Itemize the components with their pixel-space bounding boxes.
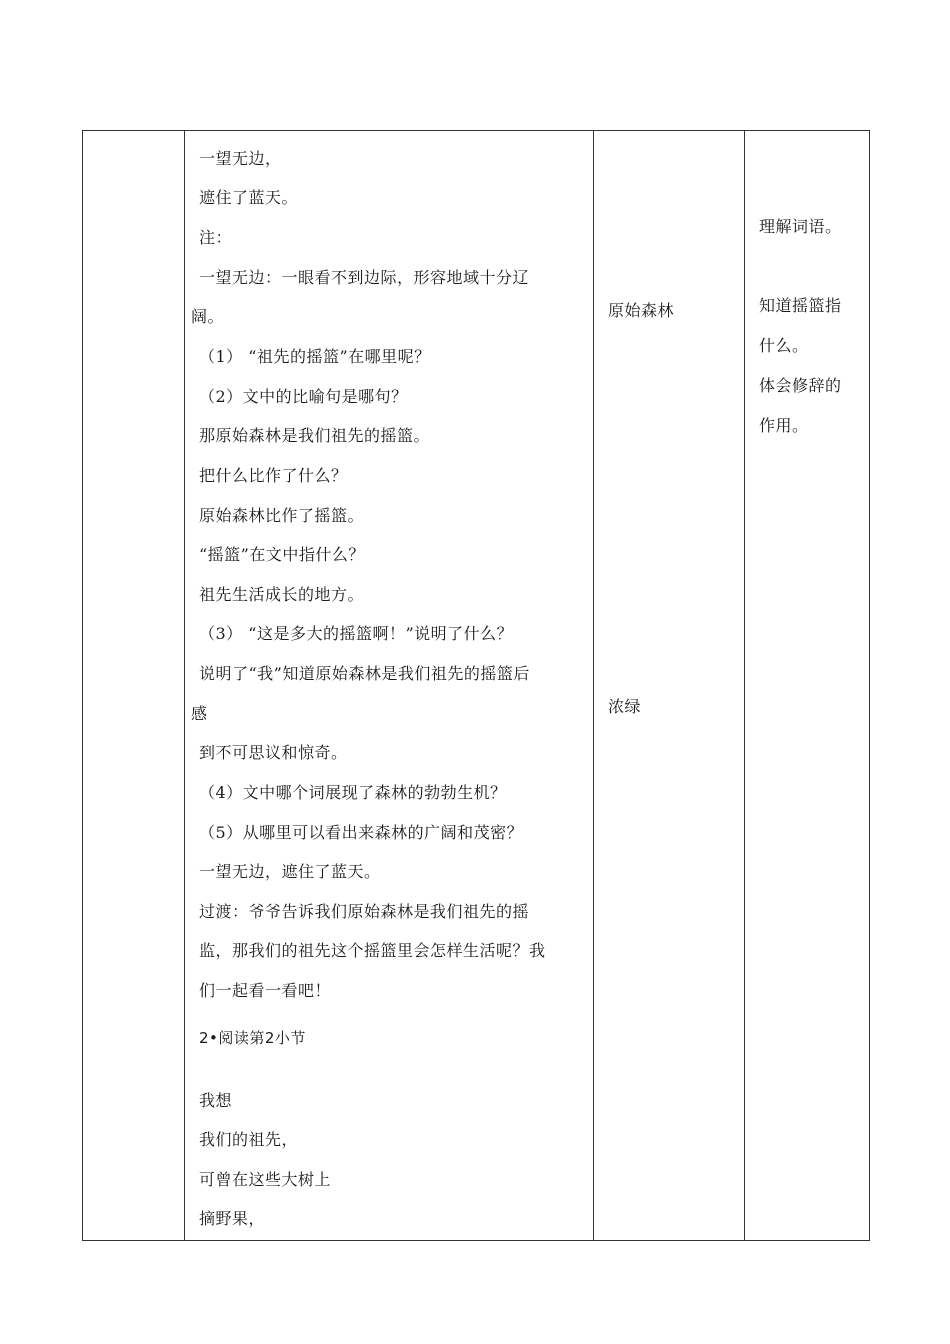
content-line: 注：	[199, 228, 233, 247]
objective-cell	[745, 131, 870, 1240]
teaching-content-cell	[185, 131, 593, 1240]
content-line: 阔。	[191, 307, 225, 326]
objective-text: 作用。	[759, 416, 809, 435]
content-line: 可曾在这些大树上	[199, 1170, 332, 1189]
content-line: “摇篮”在文中指什么？	[199, 545, 365, 564]
objective-text: 理解词语。	[759, 217, 842, 236]
content-line: 一望无边，	[199, 149, 282, 168]
content-line: 监，那我们的祖先这个摇篮里会怎样生活呢？我	[199, 941, 546, 960]
content-line: 们一起看一看吧！	[199, 981, 332, 1000]
content-line: （3） “这是多大的摇篮啊！”说明了什么？	[199, 624, 514, 643]
content-line: 说明了“我”知道原始森林是我们祖先的摇篮后	[199, 664, 530, 683]
lesson-table	[82, 130, 870, 1241]
objective-text: 体会修辞的	[759, 376, 842, 395]
content-line: 原始森林比作了摇篮。	[199, 506, 365, 525]
content-line: 过渡：爷爷告诉我们原始森林是我们祖先的摇	[199, 902, 530, 921]
content-line: 一望无边：一眼看不到边际，形容地域十分辽	[199, 268, 530, 287]
content-line: （2）文中的比喻句是哪句？	[199, 387, 408, 406]
content-line: 我想	[199, 1091, 233, 1110]
keyword-text: 浓绿	[608, 697, 642, 716]
content-line: 到不可思议和惊奇。	[199, 743, 348, 762]
content-line: 那原始森林是我们祖先的摇篮。	[199, 426, 431, 445]
content-line: 摘野果，	[199, 1209, 266, 1228]
objective-text: 什么。	[759, 336, 809, 355]
section-heading: 2•阅读第2小节	[199, 1029, 306, 1047]
content-line: 一望无边，遮住了蓝天。	[199, 862, 381, 881]
content-line: （4）文中哪个词展现了森林的勃勃生机？	[199, 783, 507, 802]
content-line: 我们的祖先，	[199, 1130, 299, 1149]
keyword-text: 原始森林	[608, 301, 675, 320]
content-line: （1） “祖先的摇篮”在哪里呢？	[199, 347, 431, 366]
keyword-cell	[594, 131, 744, 1240]
objective-text: 知道摇篮指	[759, 296, 842, 315]
content-line: 感	[191, 704, 208, 723]
content-line: 祖先生活成长的地方。	[199, 585, 365, 604]
content-line: （5）从哪里可以看出来森林的广阔和茂密？	[199, 823, 524, 842]
content-line: 把什么比作了什么？	[199, 466, 348, 485]
content-line: 遮住了蓝天。	[199, 188, 299, 207]
